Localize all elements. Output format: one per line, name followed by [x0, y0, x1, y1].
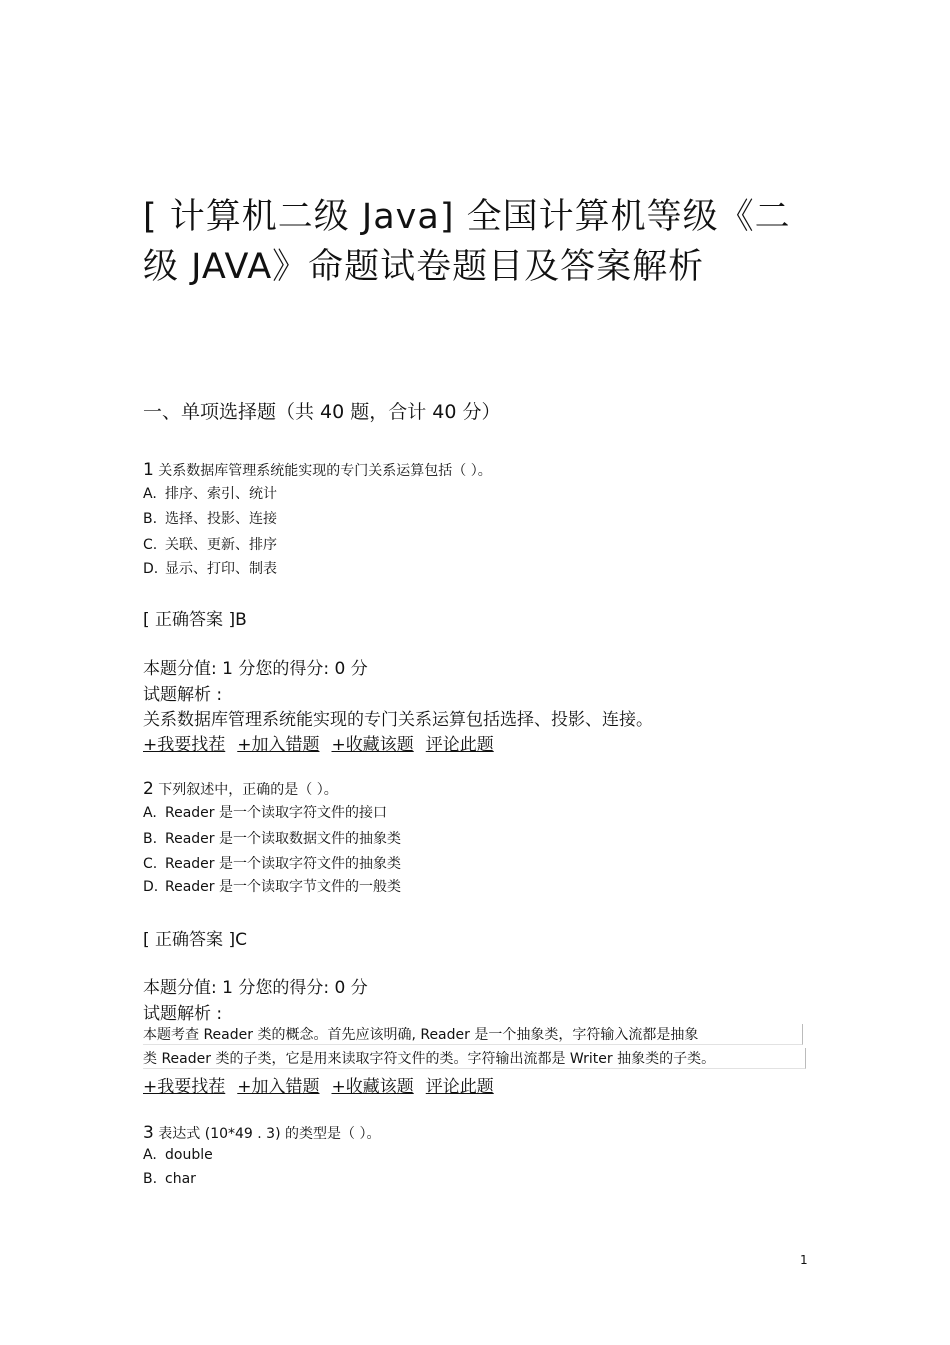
comment-question-link[interactable]: 评论此题 [425, 735, 494, 755]
option-letter: A. [143, 1147, 157, 1163]
option-text: 关联、更新、排序 [165, 537, 277, 553]
question-1-stem [143, 460, 492, 480]
section-heading: 一、单项选择题（共 40 题，合计 40 分） [143, 401, 501, 423]
question-2-score: 本题分值: 1 分您的得分: 0 分 [143, 978, 368, 998]
question-1-option-a [143, 483, 277, 503]
report-error-link[interactable]: +我要找茬 [143, 735, 226, 755]
add-to-mistakes-link[interactable]: +加入错题 [237, 1077, 320, 1097]
option-letter: B. [143, 511, 158, 527]
question-2-action-links [143, 1072, 506, 1097]
question-1-analysis-label: 试题解析 : [143, 685, 223, 705]
question-2-analysis-label: 试题解析 : [143, 1004, 223, 1024]
question-2-option-b [143, 828, 401, 848]
question-3-stem [143, 1123, 380, 1143]
option-text: double [165, 1147, 213, 1163]
option-letter: C. [143, 537, 158, 553]
option-text: 排序、索引、统计 [165, 486, 277, 502]
question-3-number: 3 [143, 1123, 154, 1143]
question-1-option-c [143, 534, 277, 554]
question-1-number: 1 [143, 460, 154, 480]
question-2-option-d [143, 876, 401, 896]
report-error-link[interactable]: +我要找茬 [143, 1077, 226, 1097]
question-2-number: 2 [143, 779, 154, 799]
option-text: 选择、投影、连接 [165, 511, 277, 527]
option-text: Reader 是一个读取字符文件的抽象类 [165, 856, 401, 872]
question-1-answer: [ 正确答案 ]B [143, 610, 247, 630]
option-text: Reader 是一个读取字节文件的一般类 [165, 879, 401, 895]
option-letter: B. [143, 1171, 158, 1187]
question-2-option-a [143, 802, 387, 822]
option-letter: D. [143, 879, 159, 895]
favorite-question-link[interactable]: +收藏该题 [331, 735, 414, 755]
question-3-option-b [143, 1171, 196, 1187]
comment-question-link[interactable]: 评论此题 [425, 1077, 494, 1097]
question-1-analysis: 关系数据库管理系统能实现的专门关系运算包括选择、投影、连接。 [143, 710, 653, 730]
question-2-answer: [ 正确答案 ]C [143, 930, 247, 950]
question-2-analysis-line-1: 本题考查 Reader 类的概念。首先应该明确, Reader 是一个抽象类，字符输入流都是抽象 [143, 1024, 803, 1045]
document-title-line-1: [ 计算机二级 Java] 全国计算机等级《二 [143, 197, 791, 237]
document-title-line-2: 级 JAVA》命题试卷题目及答案解析 [143, 247, 705, 287]
option-text: Reader 是一个读取数据文件的抽象类 [165, 831, 401, 847]
question-1-score: 本题分值: 1 分您的得分: 0 分 [143, 659, 368, 679]
option-text: char [165, 1171, 196, 1187]
question-2-option-c [143, 853, 401, 873]
question-2-stem [143, 779, 338, 799]
favorite-question-link[interactable]: +收藏该题 [331, 1077, 414, 1097]
question-3-option-a [143, 1147, 213, 1163]
option-letter: D. [143, 561, 159, 577]
option-text: 显示、打印、制表 [165, 561, 277, 577]
option-letter: B. [143, 831, 158, 847]
question-1-action-links [143, 730, 506, 755]
question-2-analysis-line-2: 类 Reader 类的子类，它是用来读取字符文件的类。字符输出流都是 Writer 抽象类的子类。 [143, 1048, 806, 1069]
question-2-text: 下列叙述中，正确的是（ ）。 [158, 782, 338, 798]
question-1-option-b [143, 508, 277, 528]
option-letter: A. [143, 486, 157, 502]
add-to-mistakes-link[interactable]: +加入错题 [237, 735, 320, 755]
option-text: Reader 是一个读取字符文件的接口 [165, 805, 387, 821]
page-number: 1 [800, 1253, 808, 1267]
option-letter: A. [143, 805, 157, 821]
question-1-text: 关系数据库管理系统能实现的专门关系运算包括（ ）。 [158, 463, 492, 479]
option-letter: C. [143, 856, 158, 872]
question-1-option-d [143, 558, 277, 578]
question-3-text: 表达式 (10*49 . 3) 的类型是（ ）。 [158, 1126, 381, 1142]
